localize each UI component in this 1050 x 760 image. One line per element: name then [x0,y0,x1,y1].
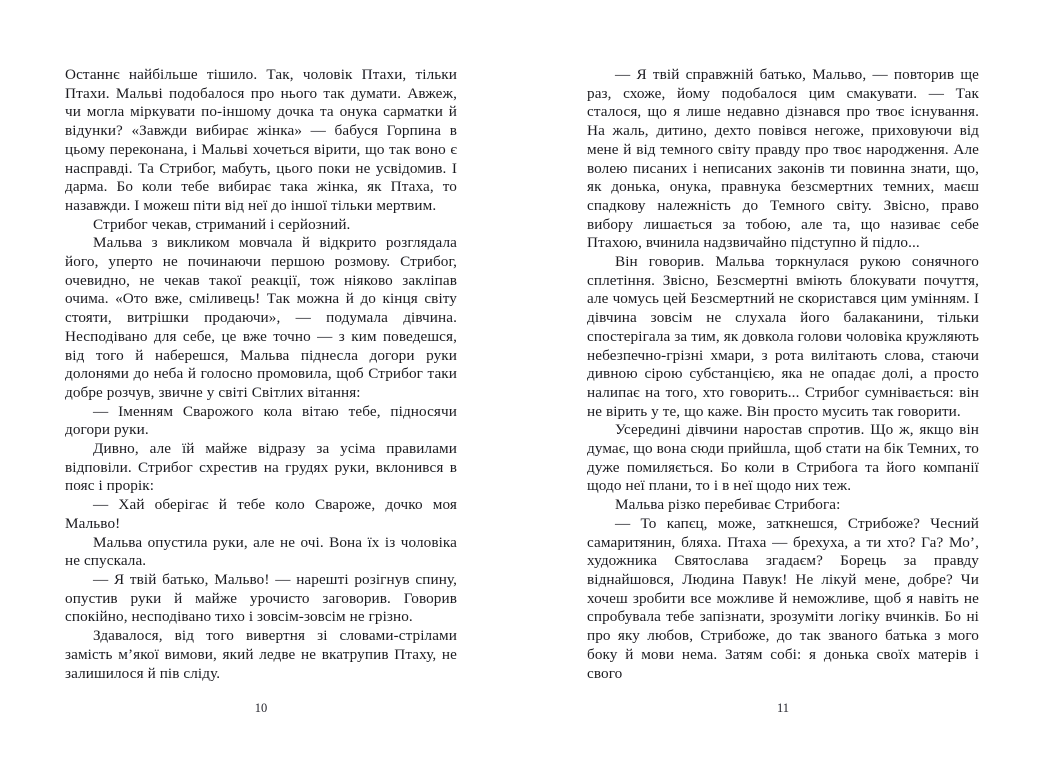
page-number-left: 10 [254,701,268,715]
paragraph: Стрибог чекав, стриманий і серйозний. [93,215,351,233]
left-page [65,0,457,760]
paragraph: Усередині дівчини наростав спротив. Що ж, якщо він думає, що вона сюди прийшла, щоб стати на бік Темних, то дуже помиляється. Бо коли в Стрибога та його компанії щодо неї плани, то і в неї щодо них теж. [587,421,979,495]
paragraph: — То капєц, може, заткнешся, Стрибоже? Чесний самаритянин, бляха. Птаха — брехуха, а ти хто? Га? Мо’, художника Святослава згадаєм? Борець за правду віднайшовся, Людина Павук! Не лікуй мене, добре? Чи хочеш зробити все можливе й неможливе, щоб я навіть не спробувала тебе запізнати, зрозуміти логіку вчинків. Бо ні про яку любов, Стрибоже, до так званого батька з мого боку й мови нема. Затям собі: я донька своїх матерів і свого [587,514,979,682]
right-page-text [587,66,979,683]
paragraph: Здавалося, від того вивертня зі словами-стрілами замість м’якої вимови, який ледве не вкатрупив Птаху, не залишилося й пів сліду. [65,627,457,682]
paragraph: Мальва різко перебиває Стрибога: [615,496,841,514]
right-page [587,0,979,760]
paragraph: Мальва опустила руки, але не очі. Вона їх із чоловіка не спускала. [65,533,457,570]
paragraph: Мальва з викликом мовчала й відкрито розглядала його, уперто не починаючи першою розмову. Стрибог, очевидно, не чекав такої реакції, тож ніяково закліпав очима. «Ото вже, сміливець! Так можна й до кінця світу стояти, витрішки продаючи», — подумала дівчина. Несподівано для себе, це вже точно — з ким поведешся, від того й наберешся, Мальва піднесла догори руки долонями до неба й голосно промовила, щоб Стрибог таки добре розчув, звичне у світі Світлих вітання: [65,234,457,401]
left-page-text [65,66,457,683]
paragraph: Він говорив. Мальва торкнулася рукою сонячного сплетіння. Звісно, Безсмертні вміють блокувати почуття, але чомусь цей Безсмертний не скористався цим умінням. І дівчина зовсім не слухала його балаканини, тільки спостерігала за тим, як довкола голови чоловіка кружляють небезпечно-грізні хмари, з рота вилітають слова, стаючи дивною сірою субстанцією, яка не опадає долі, а просто налипає на того, хто говорить... Стрибог сумнівається: він не вірить у те, що каже. Він просто мусить так говорити. [587,253,979,420]
paragraph: — Іменням Сварожого кола вітаю тебе, підносячи догори руки. [65,402,457,439]
paragraph: Дивно, але їй майже відразу за усіма правилами відповіли. Стрибог схрестив на грудях руки, вклонився в пояс і прорік: [65,440,457,495]
page-number-right: 11 [776,701,790,715]
paragraph: Останнє найбільше тішило. Так, чоловік Птахи, тільки Птахи. Мальві подобалося про нього так думати. Авжеж, чи могла міркувати по-іншому дочка та онука сарматки й відунки? «Завжди вибирає жінка» — бабуся Горпина в цьому переконана, і Мальві хочеться вірити, що так воно є насправді. Та Стрибог, мабуть, цього поки не усвідомив. І дарма. Бо коли тебе вибирає така жінка, як Птаха, то назавжди. І можеш піти від неї до іншої тільки мертвим. [65,66,457,214]
paragraph: — Я твій батько, Мальво! — нарешті розігнув спину, опустив руки й майже урочисто заговорив. Говорив спокійно, несподівано тихо і зовсім-зовсім не грізно. [65,570,457,626]
paragraph: — Хай оберігає й тебе коло Свароже, дочко моя Мальво! [65,496,457,532]
paragraph: — Я твій справжній батько, Мальво, — повторив ще раз, схоже, йому подобалося цим смакувати. — Так сталося, що я лише недавно дізнався про твоє існування. На жаль, дитино, дехто повівся негоже, приховуючи від мене й від темного світу правду про твоє народження. Але волею писаних і неписаних законів ти повинна знати, що, як донька, онука, правнука безсмертних темних, маєш спадкову належність до Темного світу. Звісно, право вибору лишається за тобою, але та, що називає себе Птахою, вчинила надзвичайно підступно й підло... [587,66,979,252]
